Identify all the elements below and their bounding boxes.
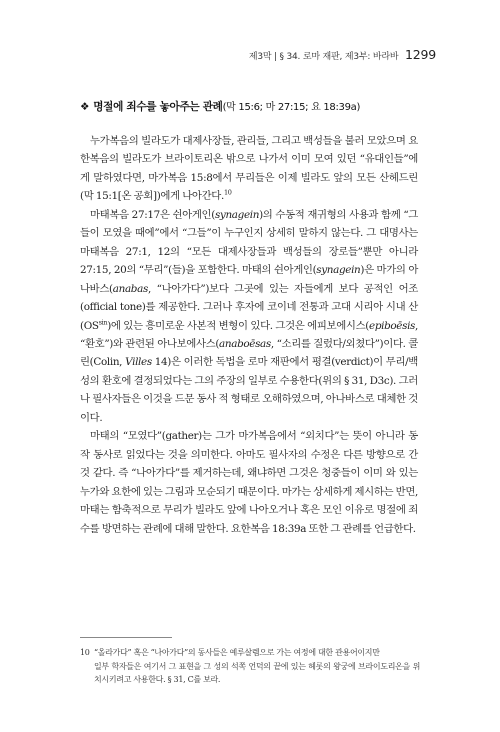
section-reference: (막 15:6; 마 27:15; 요 18:39a) [222, 102, 361, 113]
paragraph-3 [80, 427, 418, 538]
greek-term: anaboēsas [219, 337, 271, 350]
paragraph-text: , “소리를 질렀다/외쳤다”)이다. 콜린(Colin, [80, 337, 418, 369]
greek-term: anabas [112, 282, 148, 295]
running-head [249, 47, 436, 62]
greek-term: synagein [316, 264, 361, 277]
paragraph-1 [80, 132, 418, 206]
paragraph-text: )은 마가의 아나바스( [80, 264, 419, 295]
book-title: Villes [125, 356, 152, 369]
paragraph-text: 14)은 이러한 독법을 로마 재판에서 평결(verdict)이 무리/백성의 환호에 결정되었다는 그의 주장의 일부로 수용한다(위의 § 31, D3c). 그러나 필사자들은 이것을 드문 동사 적 형태로 오해하였으며, 아나바스로 대체한 것이다. [80, 356, 418, 424]
paragraph-text: )의 수동적 재귀형의 사용과 함께 “그들이 모였을 때에”에서 “그들”이 누구인지 상세히 말하지 않는다. 그 대명사는 마태복음 27:1, 12의 “모든 대제사장들과 백성들의 장로들”뿐만 아니라 27:15, 20의 “무리”(들)을 포함한다. 마태의 쉰아게인( [80, 208, 418, 277]
footnote-line-2: 일부 학자들은 여기서 그 표현을 그 성의 석쪽 언덕의 끝에 있는 헤롯의 왕궁에 브라이도리온을 위치시키려고 사용한다. § 31, C를 보라. [94, 661, 420, 684]
paragraph-2 [80, 206, 418, 427]
section-title: 명절에 죄수를 놓아주는 관례 [93, 101, 223, 113]
page-number: 1299 [404, 47, 436, 62]
diamond-bullet-icon: ❖ [80, 101, 90, 113]
footnote-line-1: “올라가다” 혹은 “나아가다”의 동사들은 예루살렘으로 가는 여정에 대한 관용어이지만 [94, 648, 380, 657]
paragraph-text: , “나아가다”)보다 그곳에 있는 자들에게 보다 공적인 어조(official tone)를 제공한다. 그러나 후자에 코이네 전통과 고대 시리아 시내 산(OS [80, 282, 418, 332]
body-text [80, 132, 418, 538]
paragraph-text: )에 있는 흥미로운 사본적 변형이 있다. 그것은 에피보에시스( [107, 319, 370, 332]
section-heading [80, 98, 440, 114]
paragraph-text: 마태복음 27:17은 쉰아게인( [90, 208, 215, 221]
footnote-number: 10 [80, 648, 90, 657]
footnote-marker[interactable]: 10 [223, 188, 232, 197]
paragraph-text: 마태의 “모였다”(gather)는 그가 마가복음에서 “외치다”는 뜻이 아니라 동작 동사로 읽었다는 것을 의미한다. 아마도 필사자의 수정은 다른 방향으로 간 것 같다. 즉 “나아가다”를 제거하는데, 왜냐하면 그것은 청중들이 이미 와 있는 누가와 요한에 있는 그림과 모순되기 때문이다. 마가는 상세하게 제시하는 반면, 마태는 함축적으로 무리가 빌라도 앞에 나아오거나 혹은 모인 이유로 명절에 죄수를 방면하는 관례에 대해 말한다. 요한복음 18:39a 또한 그 관례를 언급한다. [80, 430, 418, 535]
greek-term: synagein [214, 208, 260, 221]
running-head-text: 제3막 | § 34. 로마 재판, 제3부: 바라바 [248, 52, 399, 62]
greek-term: epiboēsis [369, 319, 416, 332]
footnote-divider [80, 637, 172, 638]
paragraph-text: 누가복음의 빌라도가 대제사장들, 관리들, 그리고 백성들을 불러 모았으며 요한복음의 빌라도가 브라이토리온 밖으로 나가서 이미 모여 있던 “유대인들”에게 말하였다면, 마가복음 15:8에서 무리들은 이제 빌라도 앞의 모든 산헤드린(막 15:1[온 공회])에게 나아간다. [80, 135, 418, 203]
manuscript-siglum: sin [98, 318, 108, 327]
footnote [80, 646, 420, 687]
paragraph-text: , “환호”)와 관련된 아나보에사스( [80, 319, 418, 350]
